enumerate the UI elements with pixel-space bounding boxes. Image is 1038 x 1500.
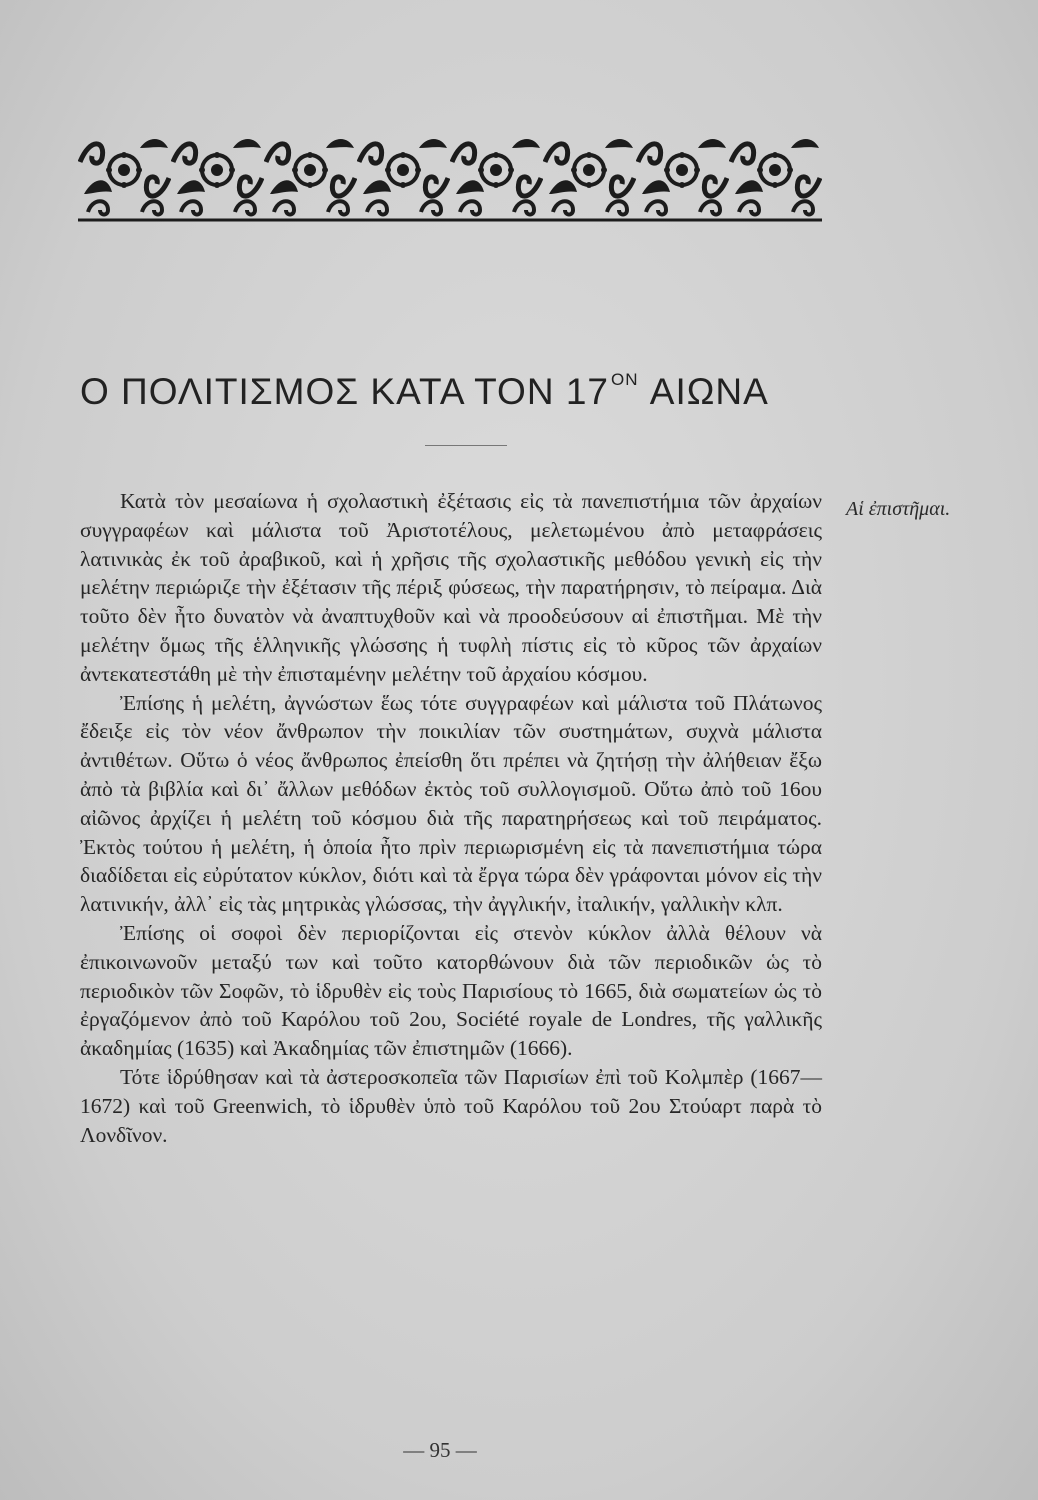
paragraph-2: Ἐπίσης ἡ μελέτη, ἀγνώστων ἕως τότε συγγραφέων καὶ μάλιστα τοῦ Πλάτωνος ἔδειξε εἰς τὸν νέον ἄνθρωπον τὴν ποικιλίαν τῶν συστημάτων, συχνὰ μάλιστα ἀντιθέτων. Οὕτω ὁ νέος ἄνθρωπος ἐπείσθη ὅτι πρέπει νὰ ζητήσῃ τὴν ἀλήθειαν ἔξω ἀπὸ τὰ βιβλία καὶ δι᾽ ἄλλων μεθόδων ἐκτὸς τοῦ συλλογισμοῦ. Οὕτω ἀπὸ τοῦ 16ου αἰῶνος ἀρχίζει ἡ μελέτη τοῦ κόσμου διὰ τῆς παρατηρήσεως καὶ τοῦ πειράματος. Ἐκτὸς τούτου ἡ μελέτη, ἡ ὁποία ἦτο πρὶν περιωρισμένη εἰς τὰ πανεπιστήμια τώρα διαδίδεται εἰς εὐρύτατον κύκλον, διότι καὶ τὰ ἔργα τώρα δὲν γράφονται μόνον εἰς τὴν λατινικήν, ἀλλ᾽ εἰς τὰς μητρικὰς γλώσσας, τὴν ἀγγλικήν, ἰταλικήν, γαλλικὴν κλπ. (80, 690, 822, 917)
paragraph-3: Ἐπίσης οἱ σοφοὶ δὲν περιορίζονται εἰς στενὸν κύκλον ἀλλὰ θέλουν νὰ ἐπικοινωνοῦν μεταξύ των καὶ τοῦτο κατορθώνουν διὰ τῶν περιοδικῶν ὡς τὸ περιοδικὸν τῶν Σοφῶν, τὸ ἱδρυθὲν εἰς τοὺς Παρισίους τὸ 1665, διὰ σωματείων ὡς τὸ ἐργαζόμενον ἀπὸ τοῦ Καρόλου τοῦ 2ου, Société royale de Londres, τῆς γαλλικῆς ἀκαδημίας (1635) καὶ Ἀκαδημίας τῶν ἐπιστημῶν (1666). (80, 920, 822, 1061)
page-number: — 95 — (403, 1438, 477, 1462)
title-divider (425, 445, 507, 446)
title-superscript: ON (610, 370, 639, 389)
paragraph-4: Τότε ἱδρύθησαν καὶ τὰ ἀστεροσκοπεῖα τῶν Παρισίων ἐπὶ τοῦ Κολμπὲρ (1667—1672) καὶ τοῦ Greenwich, τὸ ἱδρυθὲν ὑπὸ τοῦ Καρόλου τοῦ 2ου Στούαρτ παρὰ τὸ Λονδῖνον. (80, 1064, 822, 1147)
body-text (80, 487, 822, 1149)
ornamental-header-band (78, 132, 822, 222)
margin-note: Αἱ ἐπιστῆμαι. (846, 498, 951, 520)
title-end: ΑΙΩΝΑ (638, 371, 769, 412)
chapter-title (80, 370, 840, 413)
title-main: Ο ΠΟΛΙΤΙΣΜΟΣ ΚΑΤΑ ΤΟΝ 17 (80, 371, 609, 412)
paragraph-1: Κατὰ τὸν μεσαίωνα ἡ σχολαστικὴ ἐξέτασις εἰς τὰ πανεπιστήμια τῶν ἀρχαίων συγγραφέων καὶ μάλιστα τοῦ Ἀριστοτέλους, μελετωμένου ἀπὸ μεταφράσεις λατινικὰς ἐκ τοῦ ἀραβικοῦ, καὶ ἡ χρῆσις τῆς σχολαστικῆς μεθόδου γενικὴ εἰς τὴν μελέτην περιώριζε τὴν ἐξέτασιν τῆς πέριξ φύσεως, τὴν παρατήρησιν, τὸ πείραμα. Διὰ τοῦτο δὲν ἦτο δυνατὸν νὰ ἀναπτυχθοῦν καὶ νὰ προοδεύσουν αἱ ἐπιστῆμαι. Μὲ τὴν μελέτην ὅμως τῆς ἑλληνικῆς γλώσσης ἡ τυφλὴ πίστις εἰς τὸ κῦρος τῶν ἀρχαίων ἀντεκατεστάθη μὲ τὴν ἐπισταμένην μελέτην τοῦ ἀρχαίου κόσμου. (80, 489, 822, 686)
